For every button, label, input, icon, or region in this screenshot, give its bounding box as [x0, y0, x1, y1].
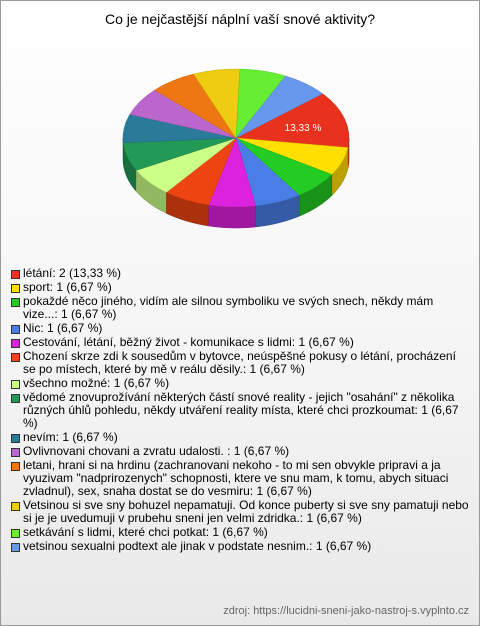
legend-swatch: [11, 339, 20, 348]
legend-swatch: [11, 434, 20, 443]
legend-swatch: [11, 353, 20, 362]
legend-swatch: [11, 325, 20, 334]
legend-label: vetsinou sexualni podtext ale jinak v podstate nesnim.: 1 (6,67 %): [23, 539, 372, 553]
legend-item: [11, 336, 471, 349]
pie-side-5: [209, 205, 256, 228]
legend-swatch: [11, 380, 20, 389]
legend-item: [11, 267, 471, 280]
legend-label: Ovlivnovani chovani a zvratu udalosti. : 1 (6,67 %): [23, 444, 290, 458]
legend-label: Cestování, létání, běžný život - komunikace s lidmi: 1 (6,67 %): [23, 335, 354, 349]
legend-item: [11, 540, 471, 553]
legend-swatch: [11, 270, 20, 279]
legend-swatch: [11, 502, 20, 511]
source-note: zdroj: https://lucidni-sneni-jako-nastroj-s.vyplnto.cz: [223, 605, 469, 617]
legend-item: [11, 295, 471, 321]
legend-label: Chození skrze zdi k sousedům v bytovce, neúspěšné pokusy o létání, procházení se po místech, které by mě v reálu děsily.: 1 (6,67 %): [23, 349, 456, 376]
chart-legend: [11, 267, 471, 554]
chart-title: Co je nejčastější náplní vaší snové aktivity?: [104, 11, 376, 27]
legend-swatch: [11, 448, 20, 457]
legend-item: [11, 281, 471, 294]
legend-item: [11, 431, 471, 444]
legend-item: [11, 377, 471, 390]
legend-label: sport: 1 (6,67 %): [23, 280, 112, 294]
legend-item: [11, 350, 471, 376]
legend-swatch: [11, 529, 20, 538]
legend-label: setkávání s lidmi, které chci potkat: 1 (6,67 %): [23, 525, 268, 539]
legend-label: Vetsinou si sve sny bohuzel nepamatuji. Od konce puberty si sve sny pamatuji nebo si je je uvedumuji v prubehu sneni jen velmi zdridka.: 1 (6,67 %): [23, 498, 469, 525]
legend-item: [11, 499, 471, 525]
legend-item: [11, 526, 471, 539]
legend-label: pokaždé něco jiného, vidím ale silnou symboliku ve svých snech, někdy mám vize...: 1 (6,67 %): [23, 294, 434, 321]
legend-label: nevím: 1 (6,67 %): [23, 430, 118, 444]
legend-swatch: [11, 284, 20, 293]
legend-swatch: [11, 543, 20, 552]
legend-swatch: [11, 462, 20, 471]
legend-label: všechno možné: 1 (6,67 %): [23, 376, 170, 390]
legend-item: [11, 445, 471, 458]
legend-swatch: [11, 394, 20, 403]
slice-value-label-1: 13,33 %: [284, 123, 322, 134]
pie-chart: [1, 1, 479, 263]
legend-label: létání: 2 (13,33 %): [23, 266, 122, 280]
legend-item: [11, 459, 471, 498]
legend-item: [11, 391, 471, 430]
legend-item: [11, 322, 471, 335]
legend-swatch: [11, 298, 20, 307]
legend-label: Nic: 1 (6,67 %): [23, 321, 103, 335]
legend-label: vědomé znovuprožívání některých částí snové reality - jejich "osahání" z několika různých úhlů pohledu, někdy utváření reality místa, které chci prozkoumat: 1 (6,67 %): [23, 390, 459, 430]
legend-label: letani, hrani si na hrdinu (zachranovani nekoho - to mi sen obvykle pripravi a ja vyuzivam "nadprirozenych" schopnosti, ktere ve snu mam, k tomu, abych situaci zvladnul), sex, snaha dostat se do vesmiru: 1 (6,67 %): [23, 458, 449, 498]
